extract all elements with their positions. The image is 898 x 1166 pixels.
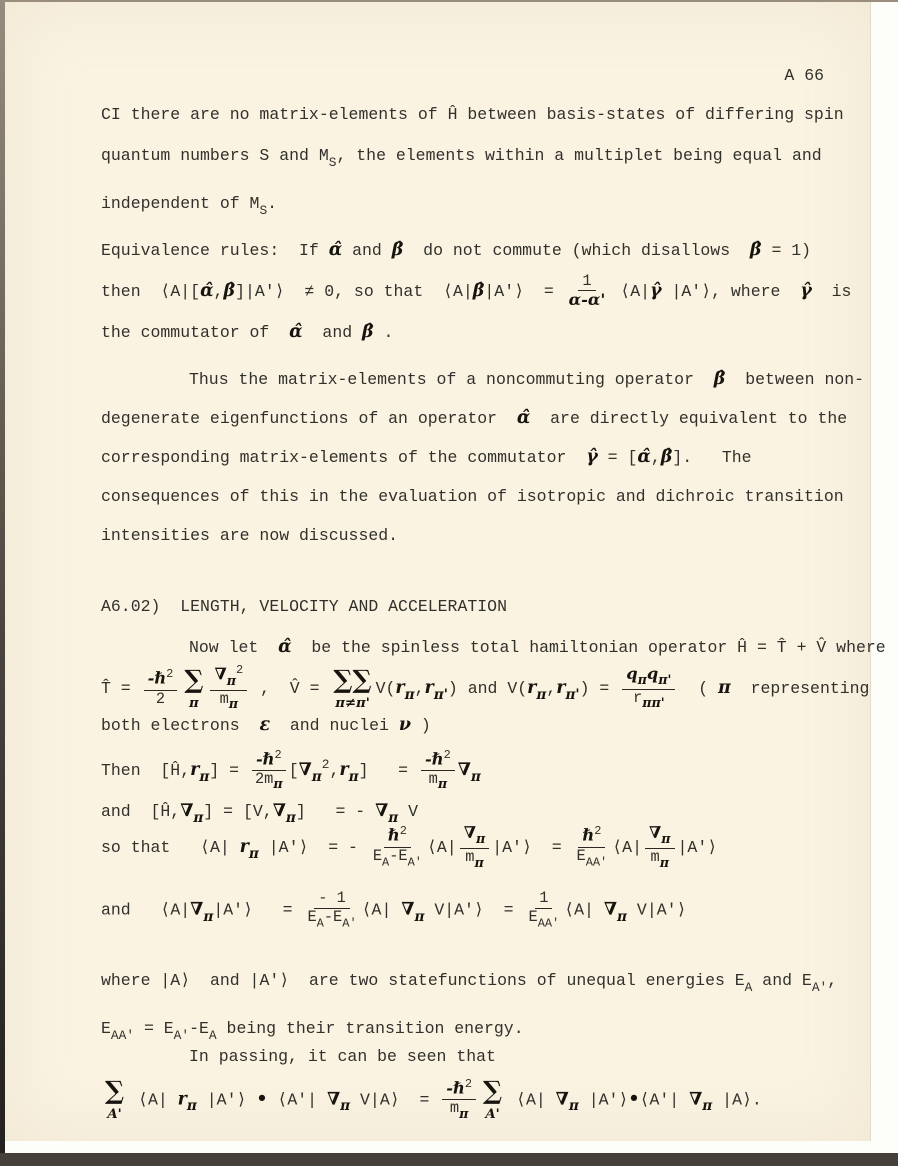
equation-sum-over-states [101, 1075, 866, 1124]
text-line: In passing, it can be seen that [189, 1047, 496, 1066]
text-line: degenerate eigenfunctions of an operator α̂ are directly equivalent to the [101, 408, 848, 428]
text-line: CI there are no matrix-elements of Ĥ between basis-states of differing spin [101, 105, 844, 124]
scan-bottom-band [0, 1153, 898, 1166]
text-line: corresponding matrix-elements of the commutator γ̂ = [α̂,β̂]. The [101, 447, 752, 467]
equation-matrix-element-r [101, 824, 866, 872]
text-line: quantum numbers S and $M_S$, the elements within a multiplet being equal and [101, 146, 822, 170]
equation-commutator-h-r [101, 748, 866, 795]
formula-line: so that ⟨A| $r_\pi$ |A'⟩ = - $\frac{\hbar^2}{E_A-E_{A'}}$ ⟨A| $\frac{\nabla_\pi}{m_\pi}$ |A'⟩ = $\frac{\hbar^2}{E_{AA'}}$ ⟨A| $\frac{\nabla_\pi}{m_\pi}$ |A'⟩ [101, 823, 718, 870]
text-line: independent of $M_S$. [101, 193, 278, 218]
formula-line: and $⟨A|\nabla_\pi|A'⟩$ = $\frac{- 1}{E_A-E_{A'}}$ ⟨A| $\nabla_\pi$ V|A'⟩ = $\frac{1}{E_{AA'}}$ ⟨A| $\nabla_\pi$ V|A'⟩ [101, 889, 687, 931]
formula-line: ∑ A' ⟨A| $r_\pi$ |A'⟩ • ⟨A'| $\nabla_\pi$ V|A⟩ = $\frac{-\hbar^2}{m_\pi}$ ∑ A' ⟨A| $\nabla_\pi$ |A'⟩•⟨A'| $\nabla_\pi$ |A⟩. [105, 1075, 762, 1123]
text-line: $E_{AA'} = E_{A'}-E_A$ being their transition energy. [101, 1018, 524, 1043]
equation-matrix-element-nabla [101, 890, 866, 935]
formula-line: and $[Ĥ,\nabla_\pi] = [V,\nabla_\pi]$ = - $\nabla_\pi$ V [101, 801, 419, 826]
text-line: Thus the matrix-elements of a noncommuting operator β̂ between non- [189, 369, 865, 389]
scan-edge-top [0, 0, 898, 2]
paragraph-thus-matrix-elements [101, 360, 866, 555]
text-line: both electrons ε and nuclei ν ) [101, 715, 431, 735]
paper-sheet [5, 2, 886, 1141]
paragraph-equivalence-rules [101, 230, 866, 353]
text-line: Equivalence rules: If α̂ and β̂ do not commute (which disallows β̂ = 1) [101, 240, 812, 260]
paragraph-ci-matrix-elements [101, 94, 866, 231]
text-line: Now let α̂ be the spinless total hamiltonian operator Ĥ = T̂ + V̂ where [189, 637, 886, 657]
text-line: where |A⟩ and |A'⟩ are two statefunctions of unequal energies $E_A$ and $E_{A'}$, [101, 971, 838, 995]
formula-line: Then $[Ĥ,r_\pi]$ = $\frac{-\hbar^2}{2m_\pi}$ $[\nabla_\pi^2,r_\pi]$ = $\frac{-\hbar^2}{m_\pi}$ $\nabla_\pi$ [101, 747, 481, 792]
paragraph-now-let [101, 630, 886, 665]
text-line: consequences of this in the evaluation of isotropic and dichroic transition [101, 487, 844, 506]
page-number: A 66 [784, 66, 824, 85]
formula-line: T̂ = $\frac{-\hbar^2}{2}$ ∑ π $\frac{\nabla_\pi^2}{m_\pi}$ , V̂ = ∑∑ π≠π' $V(r_\pi,r_{\pi'})$ and $V(r_\pi,r_{\pi'})$ = $\frac{q_\pi q_{\pi'}}{r_{\pi\pi'}}$ ( π representing [101, 663, 870, 712]
scan-edge-left [0, 0, 5, 1166]
text-both-electrons-nuclei [101, 708, 866, 743]
text-line: intensities are now discussed. [101, 526, 399, 545]
section-heading-text: A6.02) LENGTH, VELOCITY AND ACCELERATION [101, 597, 507, 616]
section-heading [101, 590, 866, 624]
equation-kinetic-potential [101, 663, 870, 713]
formula-line: then ⟨A|[α̂,β̂]|A'⟩ ≠ 0, so that ⟨A|β̂|A'⟩ = $\frac{1}{\alpha-\alpha'}$ ⟨A|γ̂ |A'⟩, where γ̂ is [101, 271, 852, 310]
text-line: the commutator of α̂ and β̂ . [101, 322, 394, 342]
paragraph-in-passing [101, 1040, 866, 1074]
